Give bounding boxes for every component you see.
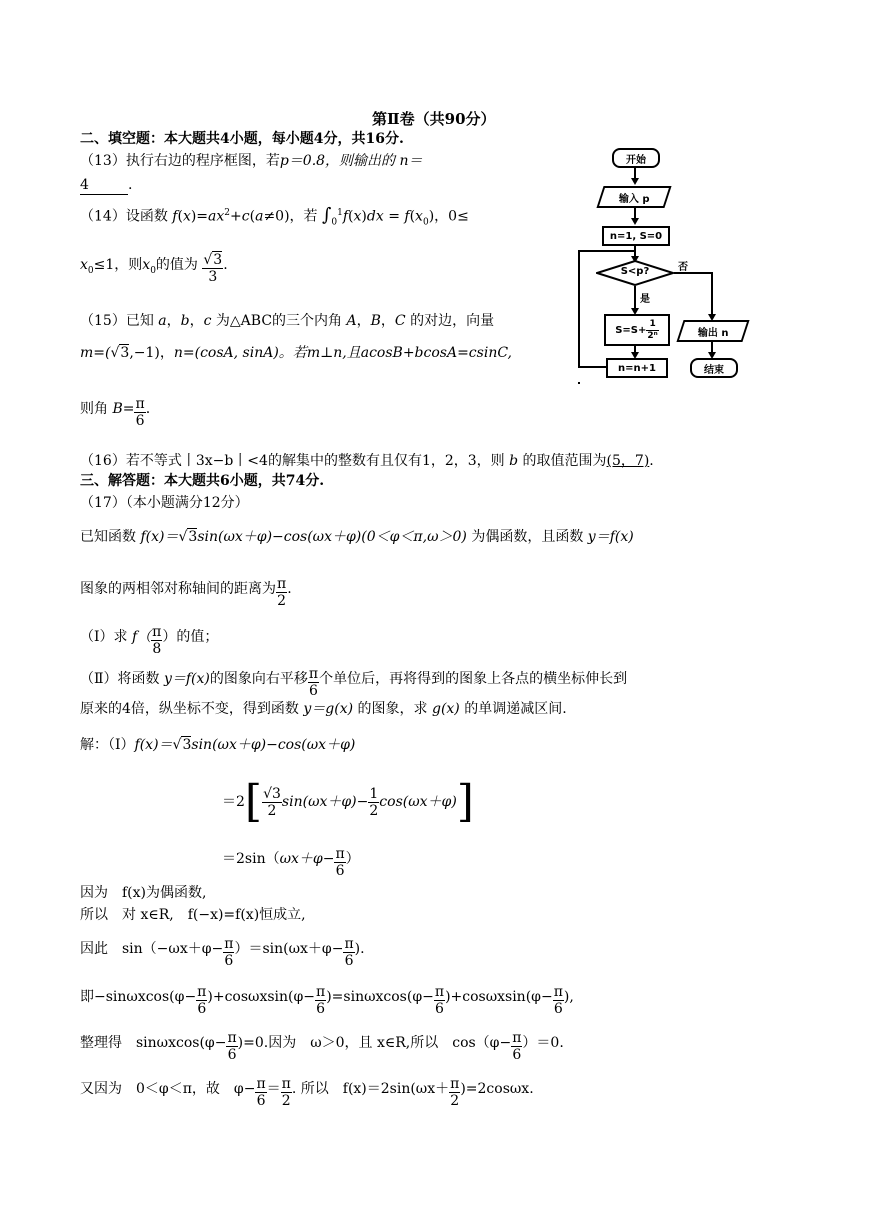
- q15-g: acosB+bcosA=csinC,: [360, 345, 512, 361]
- q16-line: （16）若不等式丨3x−b丨<4的解集中的整数有且仅有1，2，3，则 b 的取值范围为(5，7).: [80, 453, 654, 469]
- q14-line2: $x_0\le 1$，则$x_0$的值为 $\frac{√3}{3}$ .: [80, 252, 228, 285]
- q17-line2: 图象的两相邻对称轴间的距离为 $\frac{\pi}{2}$ .: [80, 576, 292, 609]
- q14-d: ≤1，则: [93, 257, 143, 273]
- q15-line1: （15）已知 a，b，c 为△ABC的三个内角 A，B，C 的对边，向量: [80, 313, 495, 329]
- flow-yes-label: 是: [640, 294, 650, 305]
- q14-answer: $\frac{√3}{3}$: [203, 252, 223, 285]
- q14-e: 的值为: [155, 257, 198, 273]
- flow-output: 输出 n: [676, 320, 749, 342]
- flow-condition-label: S<p?: [620, 266, 650, 277]
- sol-line5: 所以 对 x∈R, f(−x)=f(x)恒成立,: [80, 907, 306, 923]
- flow-input: 输入 p: [596, 186, 671, 208]
- q17-line1: 已知函数 f(x)＝√3sin(ωx＋φ)−cos(ωx＋φ)(0＜φ＜π,ω＞0) 为偶函数，且函数 y＝f(x): [80, 529, 634, 545]
- q17-part1: （Ⅰ）求 f（ $\frac{\pi}{8}$ ）的值；: [80, 624, 219, 657]
- q14-c: ，0≤: [434, 208, 469, 225]
- q15-h: 则角: [80, 401, 108, 417]
- q15-line3: 则角 B= $\frac{\pi}{6}$ .: [80, 396, 151, 429]
- flow-start: 开始: [612, 148, 660, 168]
- sol-line4: 因为 f(x)为偶函数,: [80, 885, 207, 901]
- section-title: 第Ⅱ卷（共90分）: [372, 110, 496, 128]
- q14-b: ，若: [289, 208, 318, 225]
- q14-line1: （14）设函数 $f(x)=ax^2+c(a\ne 0)$，若 $\int_0^1f(x)dx = f(x_0)$，0≤: [80, 204, 469, 228]
- sol-line3: ＝2sin（ωx＋φ− $\frac{\pi}{6}$ ）: [222, 846, 360, 879]
- q16-text: （16）若不等式丨3x−b丨<4的解集中的整数有且仅有1，2，3，则: [80, 453, 505, 469]
- q13-answer: 4: [80, 176, 128, 195]
- part3-title: 三、解答题：本大题共6小题，共74分.: [80, 473, 325, 489]
- q15-b: 为△ABC的三个内角: [215, 313, 343, 329]
- flow-update: S=S+ $\frac{1}{\text{2ⁿ}}$: [604, 314, 670, 346]
- q15-a: （15）已知: [80, 313, 154, 329]
- sol-line2: ＝2[ $\frac{√3}{2}$ sin(ωx＋φ)− $\frac{1}{2}$ cos(ωx＋φ)]: [222, 776, 474, 827]
- part2-title: 二、填空题：本大题共4小题，每小题4分，共16分.: [80, 131, 404, 147]
- q13-line2: [80, 176, 132, 195]
- sol-line9: 又因为 0＜φ＜π，故 φ− $\frac{\pi}{6}$ ＝ $\frac{\pi}{2}$ . 所以 f(x)＝2sin(ωx＋ $\frac{\pi}{2}$ )=2cosωx.: [80, 1076, 534, 1109]
- q15-f: m⊥n,且: [306, 345, 361, 361]
- sol-line1: 解：（Ⅰ）f(x)＝√3sin(ωx＋φ)−cos(ωx＋φ): [80, 737, 356, 753]
- flow-increment: n=n+1: [606, 358, 668, 378]
- q13-line1: [80, 152, 423, 170]
- q15-line2: m=(√3,−1)，n=(cosA, sinA)。若m⊥n,且acosB+bcosA=csinC,: [80, 345, 512, 361]
- q15-i: B=: [112, 401, 135, 417]
- q13-cond: p＝0.8，则输出的: [279, 153, 396, 169]
- sol-line6: 因此 sin（−ωx＋φ− $\frac{\pi}{6}$ ）＝sin(ωx＋φ− $\frac{\pi}{6}$ ).: [80, 936, 365, 969]
- q14-a: （14）设函数: [80, 208, 168, 225]
- q17-part2-line2: 原来的4倍，纵坐标不变，得到函数 y＝g(x) 的图象，求 g(x) 的单调递减区间.: [80, 701, 567, 717]
- flow-no-label: 否: [678, 262, 688, 273]
- q15-answer: $\frac{\pi}{6}$: [135, 396, 145, 429]
- q16-answer: (5，7): [606, 453, 650, 469]
- q15-c: 的对边，向量: [410, 313, 495, 329]
- sol-line8: 整理得 sinωxcos(φ− $\frac{\pi}{6}$ )=0.因为 ω＞0，且 x∈R,所以 cos（φ− $\frac{\pi}{6}$ ）＝0.: [80, 1030, 564, 1063]
- q15-e: n=(cosA, sinA)。若: [173, 345, 307, 361]
- q15-d: m=(: [80, 345, 111, 361]
- flow-init: n=1, S=0: [602, 226, 670, 246]
- q13-end: .: [128, 177, 133, 193]
- q17-header: （17）（本小题满分12分）: [80, 495, 249, 511]
- q17-part2-line1: （Ⅱ）将函数 y＝f(x)的图象向右平移 $\frac{\pi}{6}$ 个单位后，再将得到的图象上各点的横坐标伸长到: [80, 666, 628, 699]
- q13-n: n＝: [399, 153, 423, 169]
- q13-prefix: （13）执行右边的程序框图，若: [80, 153, 280, 169]
- q15-d2: ,−1)，: [129, 345, 174, 361]
- flow-end: 结束: [690, 358, 738, 378]
- sol-line7: 即−sinωxcos(φ− $\frac{\pi}{6}$ )+cosωxsin(φ− $\frac{\pi}{6}$ )=sinωxcos(φ− $\frac{\pi}{6}$ )+cosωxsin(φ− $\frac{\pi}{6}$ ),: [80, 984, 574, 1017]
